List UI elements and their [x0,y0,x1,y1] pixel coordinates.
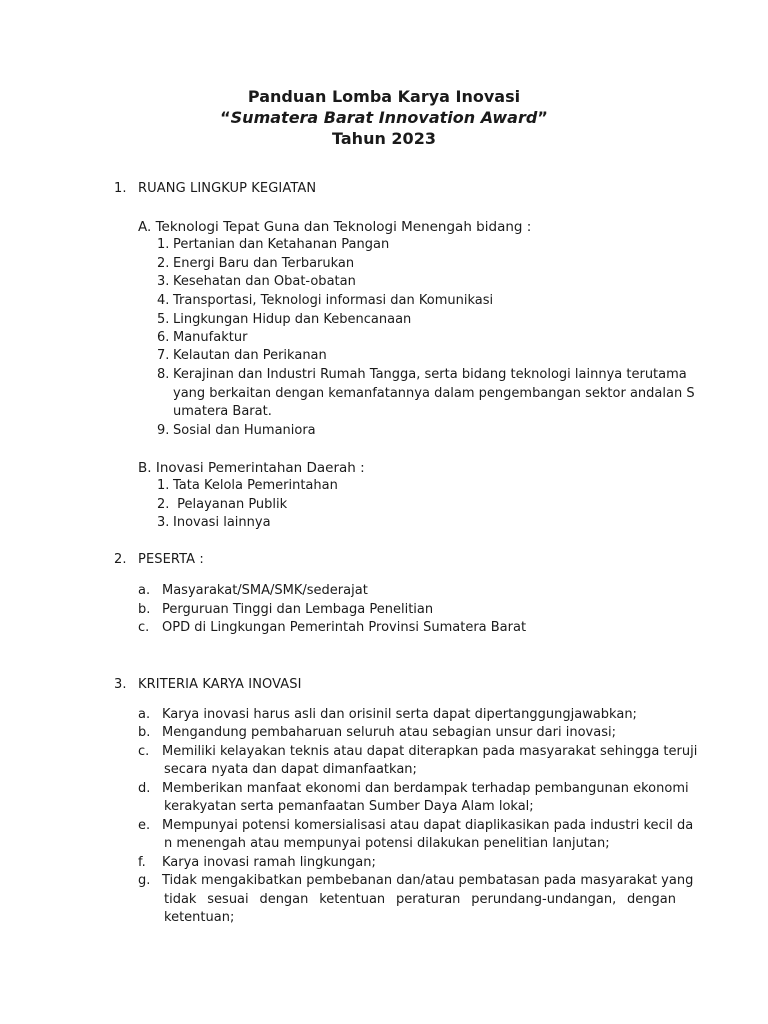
list-item: 4. Transportasi, Teknologi informasi dan Komunikasi [157,293,494,308]
title-line-2 [0,107,768,128]
criteria-item-d-cont: kerakyatan serta pemanfaatan Sumber Daya Alam lokal; [164,799,534,814]
list-item: 3. Inovasi lainnya [157,515,271,530]
section-number: 1. [114,181,127,196]
section-number: 2. [114,552,127,567]
criteria-item-c-cont: secara nyata dan dapat dimanfaatkan; [164,762,417,777]
list-item: b. Perguruan Tinggi dan Lembaga Penelitian [138,602,434,617]
criteria-item-g-cont2: ketentuan; [164,910,235,925]
section-number: 3. [114,677,127,692]
award-name: Sumatera Barat Innovation Award [230,108,538,127]
title-line-3: Tahun 2023 [332,129,436,148]
criteria-item-b: b. Mengandung pembaharuan seluruh atau sebagian unsur dari inovasi; [138,725,616,740]
close-quote: ” [537,108,548,127]
section-title: KRITERIA KARYA INOVASI [138,677,302,692]
criteria-item-c: c. Memiliki kelayakan teknis atau dapat diterapkan pada masyarakat sehingga teruji [138,744,698,759]
subsection-b-heading: B. Inovasi Pemerintahan Daerah : [138,460,365,476]
list-item: a. Masyarakat/SMA/SMK/sederajat [138,583,368,598]
open-quote: “ [220,108,231,127]
section-3-heading [114,676,302,694]
list-item: c. OPD di Lingkungan Pemerintah Provinsi Sumatera Barat [138,620,527,635]
list-item: 2. Pelayanan Publik [157,497,288,512]
section-title: PESERTA : [138,552,204,567]
criteria-item-g: g. Tidak mengakibatkan pembebanan dan/atau pembatasan pada masyarakat yang [138,873,694,888]
list-item: 8. Kerajinan dan Industri Rumah Tangga, serta bidang teknologi lainnya terutama [157,367,687,382]
list-item: 6. Manufaktur [157,330,248,345]
list-item: 2. Energi Baru dan Terbarukan [157,256,355,271]
list-item: 1. Pertanian dan Ketahanan Pangan [157,237,390,252]
list-item: 3. Kesehatan dan Obat-obatan [157,274,356,289]
criteria-item-e: e. Mempunyai potensi komersialisasi atau dapat diaplikasikan pada industri kecil da [138,818,694,833]
list-item: 5. Lingkungan Hidup dan Kebencanaan [157,312,412,327]
criteria-item-d: d. Memberikan manfaat ekonomi dan berdampak terhadap pembangunan ekonomi [138,781,689,796]
criteria-item-e-cont: n menengah atau mempunyai potensi dilakukan penelitian lanjutan; [164,836,610,851]
title-line-1: Panduan Lomba Karya Inovasi [247,87,521,106]
section-1-heading [114,180,316,198]
section-title: RUANG LINGKUP KEGIATAN [138,181,317,196]
document-title [0,86,768,149]
list-item: 9. Sosial dan Humaniora [157,423,316,438]
list-item-continuation: umatera Barat. [173,404,272,419]
list-item: 7. Kelautan dan Perikanan [157,348,327,363]
subsection-a-heading: A. Teknologi Tepat Guna dan Teknologi Menengah bidang : [138,219,532,235]
criteria-item-a: a. Karya inovasi harus asli dan orisinil serta dapat dipertanggungjawabkan; [138,707,637,722]
criteria-item-g-cont [164,891,676,909]
list-item-continuation: yang berkaitan dengan kemanfatannya dalam pengembangan sektor andalan S [173,386,695,401]
list-item: 1. Tata Kelola Pemerintahan [157,478,338,493]
section-2-heading [114,551,204,569]
criteria-item-f: f. Karya inovasi ramah lingkungan; [138,855,376,870]
justified-line: tidak sesuai dengan ketentuan peraturan perundang-undangan, dengan [164,892,676,907]
